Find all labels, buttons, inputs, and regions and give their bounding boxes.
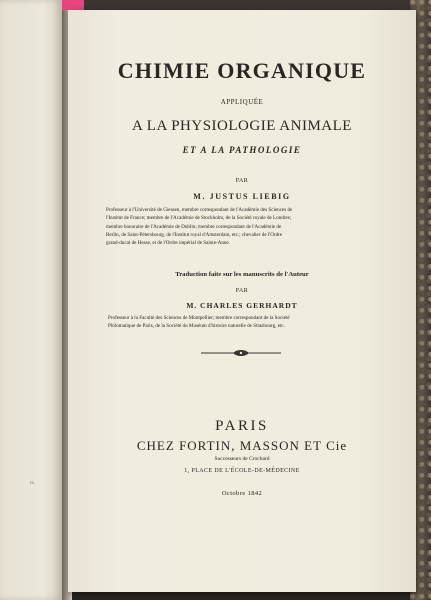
bookmark-tab <box>62 0 84 10</box>
ornament-rule <box>199 349 283 357</box>
translation-note: Traduction faite sur les manuscrits de l'Auteur <box>175 271 309 278</box>
author-credentials-line: Berlin, de Saint-Pétersbourg, de l'Institut royal d'Amsterdam, etc.; chevalier de l'Ordre <box>106 231 283 238</box>
translator-credentials <box>108 314 398 331</box>
publisher-name: CHEZ FORTIN, MASSON ET Cie <box>136 438 348 453</box>
subtitle-main: A LA PHYSIOLOGIE ANIMALE <box>132 118 352 134</box>
by-label-author: PAR <box>235 178 249 184</box>
author-credentials <box>106 206 396 247</box>
author-name: M. JUSTUS LIEBIG <box>193 192 291 201</box>
by-label-translator: PAR <box>235 288 249 294</box>
author-credentials-line: grand-ducal de Hesse, et de l'Ordre impérial de Sainte-Anne. <box>106 240 230 247</box>
translator-credentials-line: Professeur à la Faculté des Sciences de Montpellier; membre correspondant de la Société <box>108 315 290 321</box>
publication-date: Octobre 1842 <box>221 490 263 497</box>
author-credentials-line: Professeur à l'Université de Giessen, membre correspondant de l'Académie des Sciences de <box>106 207 293 213</box>
author-credentials-line: l'Institut de France; membre de l'Académie de Stockholm, de la Société royale de Londres; <box>106 215 292 222</box>
applied-label: APPLIQUÉE <box>220 98 264 106</box>
publisher-address: 1, PLACE DE L'ÉCOLE-DE-MÉDECINE <box>184 468 300 474</box>
book-title: CHIMIE ORGANIQUE <box>117 58 367 83</box>
author-credentials-line: membre honoraire de l'Académie de Dublin; membre correspondant de l'Académie de <box>106 223 282 230</box>
translator-credentials-line: Philomatique de Paris, de la Société du Muséum d'histoire naturelle de Strasbourg, etc. <box>108 323 285 330</box>
publication-city: PARIS <box>215 418 269 434</box>
translator-name: M. CHARLES GERHARDT <box>186 301 298 310</box>
left-page-fragment: rs. <box>30 481 35 486</box>
left-facing-page <box>0 0 62 600</box>
subtitle-secondary: ET A LA PATHOLOGIE <box>182 145 302 155</box>
publisher-successors: Successeurs de Crochard <box>214 456 270 462</box>
title-page <box>68 10 416 592</box>
